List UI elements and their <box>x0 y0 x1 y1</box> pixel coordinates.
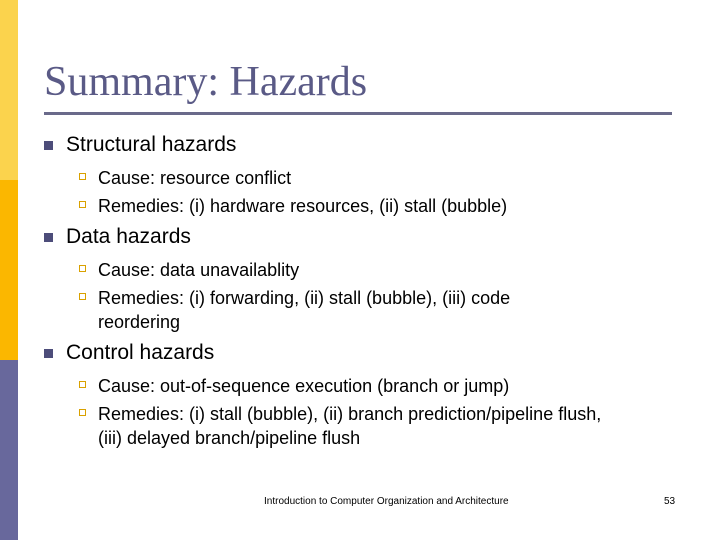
subbullet-text: Cause: out-of-sequence execution (branch or jump) <box>98 376 510 396</box>
subbullet-text: Remedies: (i) stall (bubble), (ii) branch prediction/pipeline flush, (iii) delayed branch/pipeline flush <box>98 404 602 448</box>
filled-square-bullet-icon <box>44 349 53 358</box>
bullet-heading: Structural hazards <box>66 133 237 156</box>
subbullet-text: Cause: data unavailablity <box>98 260 300 280</box>
slide-title: Summary: Hazards <box>44 59 368 105</box>
title-underline <box>44 112 672 115</box>
hollow-square-bullet-icon <box>79 381 86 388</box>
subbullet-text: Cause: resource conflict <box>98 168 292 188</box>
page-number: 53 <box>664 496 676 507</box>
hollow-square-bullet-icon <box>79 293 86 300</box>
hollow-square-bullet-icon <box>79 265 86 272</box>
bullet-heading: Control hazards <box>66 341 215 364</box>
sidebar-accent-top <box>0 0 18 180</box>
hollow-square-bullet-icon <box>79 409 86 416</box>
sidebar-accent-bottom <box>0 360 18 540</box>
sidebar-accent-middle <box>0 180 18 360</box>
filled-square-bullet-icon <box>44 141 53 150</box>
bullet-heading: Data hazards <box>66 225 191 248</box>
subbullet-text: Remedies: (i) hardware resources, (ii) stall (bubble) <box>98 196 508 216</box>
slide-footer: Introduction to Computer Organization and Architecture <box>264 496 509 507</box>
filled-square-bullet-icon <box>44 233 53 242</box>
hollow-square-bullet-icon <box>79 201 86 208</box>
subbullet-text: Remedies: (i) forwarding, (ii) stall (bubble), (iii) code reordering <box>98 288 511 332</box>
hollow-square-bullet-icon <box>79 173 86 180</box>
